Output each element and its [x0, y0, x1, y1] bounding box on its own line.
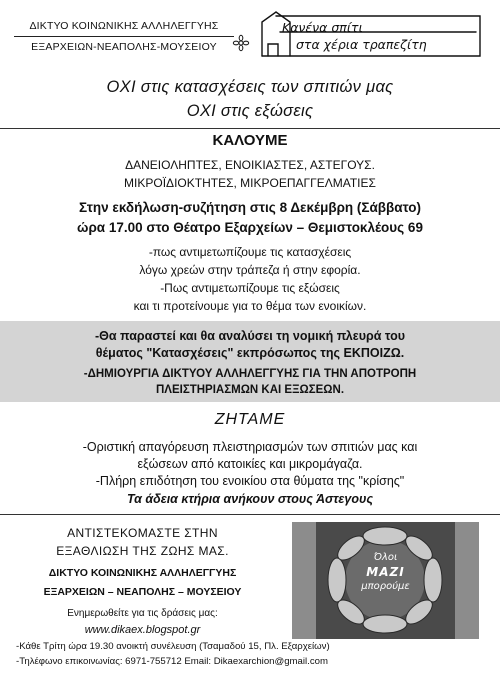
event-line1: Στην εκδήλωση-συζήτηση στις 8 Δεκέμβρη (Σάββατο) — [79, 200, 421, 215]
closing-line1: ΑΝΤΙΣΤΕΚΟΜΑΣΤΕ ΣΤΗΝ — [67, 526, 218, 540]
flower-icon — [232, 34, 250, 52]
meeting-info: -Κάθε Τρίτη ώρα 19.30 ανοικτή συνέλευση (Τσαμαδού 15, Πλ. Εξαρχείων) — [16, 641, 330, 652]
org-name-line1: ΔΙΚΤΥΟ ΚΟΙΝΩΝΙΚΗΣ ΑΛΛΗΛΕΓΓΥΗΣ — [29, 20, 219, 32]
divider — [0, 128, 500, 129]
closing-line2: ΕΞΑΘΛΙΩΣΗ ΤΗΣ ΖΩΗΣ ΜΑΣ. — [56, 544, 229, 558]
header-organization — [14, 16, 234, 57]
band-line1: -Θα παραστεί και θα αναλύσει τη νομική πλευρά του — [94, 329, 406, 343]
photo-caption-line1: Όλοι — [373, 552, 398, 563]
call-title: ΚΑΛΟΥΜΕ — [212, 132, 288, 149]
audience-line1: ΔΑΝΕΙΟΛΗΠΤΕΣ, ΕΝΟΙΚΙΑΣΤΕΣ, ΑΣΤΕΓΟΥΣ. — [125, 158, 375, 172]
band-line4: ΠΛΕΙΣΤΗΡΙΑΣΜΩΝ ΚΑΙ ΕΞΩΣΕΩΝ. — [155, 384, 345, 396]
contact-info: -Τηλέφωνο επικοινωνίας: 6971-755712 Email: Dikaexarchion@gmail.com — [16, 656, 328, 667]
demand-line1: -Οριστική απαγόρευση πλειστηριασμών των σπιτιών μας και — [82, 440, 418, 454]
topic-line1: -πως αντιμετωπίζουμε τις κατασχέσεις — [148, 245, 352, 259]
slogan-line1: Κανένα σπίτι — [282, 20, 363, 35]
topic-line3: -Πως αντιμετωπίζουμε τις εξώσεις — [160, 281, 340, 295]
demand-line3: -Πλήρη επιδότηση του ενοικίου στα θύματα της "κρίσης" — [95, 474, 405, 488]
org-name-line2: ΕΞΑΡΧΕΙΩΝ-ΝΕΑΠΟΛΗΣ-ΜΟΥΣΕΙΟΥ — [14, 36, 234, 57]
slogan-logo — [256, 10, 482, 58]
website-link[interactable]: www.dikaex.blogspot.gr — [84, 624, 201, 636]
photo-caption-line2: ΜΑΖΙ — [366, 565, 405, 579]
audience-line2: ΜΙΚΡΟΪΔΙΟΚΤΗΤΕΣ, ΜΙΚΡΟΕΠΑΓΓΕΛΜΑΤΙΕΣ — [124, 176, 376, 190]
band-line3: -ΔΗΜΙΟΥΡΓΙΑ ΔΙΚΤΥΟΥ ΑΛΛΗΛΕΓΓΥΗΣ ΓΙΑ ΤΗΝ ΑΠΟΤΡΟΠΗ — [83, 368, 417, 380]
divider — [0, 514, 500, 515]
band-line2: θέματος "Κατασχέσεις" εκπρόσωπος της ΕΚΠΟΙΖΩ. — [95, 346, 405, 360]
headline-line1: ΟΧΙ στις κατασχέσεις των σπιτιών μας — [106, 78, 394, 96]
topic-line2: λόγω χρεών στην τράπεζα ή στην εφορία. — [139, 263, 361, 277]
headline-line2: ΟΧΙ στις εξώσεις — [186, 102, 314, 120]
demands-title: ΖΗΤΑΜΕ — [214, 411, 286, 428]
closing-org-line1: ΔΙΚΤΥΟ ΚΟΙΝΩΝΙΚΗΣ ΑΛΛΗΛΕΓΓΥΗΣ — [48, 567, 237, 579]
demand-line4: Τα άδεια κτήρια ανήκουν στους Άστεγους — [126, 492, 374, 506]
event-line2: ώρα 17.00 στο Θέατρο Εξαρχείων – Θεμιστοκλέους 69 — [77, 220, 423, 235]
photo-caption-line3: μπορούμε — [361, 581, 410, 592]
topic-line4: και τι προτείνουμε για το θέμα των ενοικίων. — [133, 299, 367, 313]
demand-line2: εξώσεων από κατοικίες και μικρομάγαζα. — [137, 457, 363, 471]
info-text: Ενημερωθείτε για τις δράσεις μας: — [67, 608, 218, 619]
slogan-line2: στα χέρια τραπεζίτη — [296, 37, 427, 52]
hands-circle-photo — [292, 522, 479, 639]
closing-org-line2: ΕΞΑΡΧΕΙΩΝ – ΝΕΑΠΟΛΗΣ – ΜΟΥΣΕΙΟΥ — [43, 586, 242, 598]
